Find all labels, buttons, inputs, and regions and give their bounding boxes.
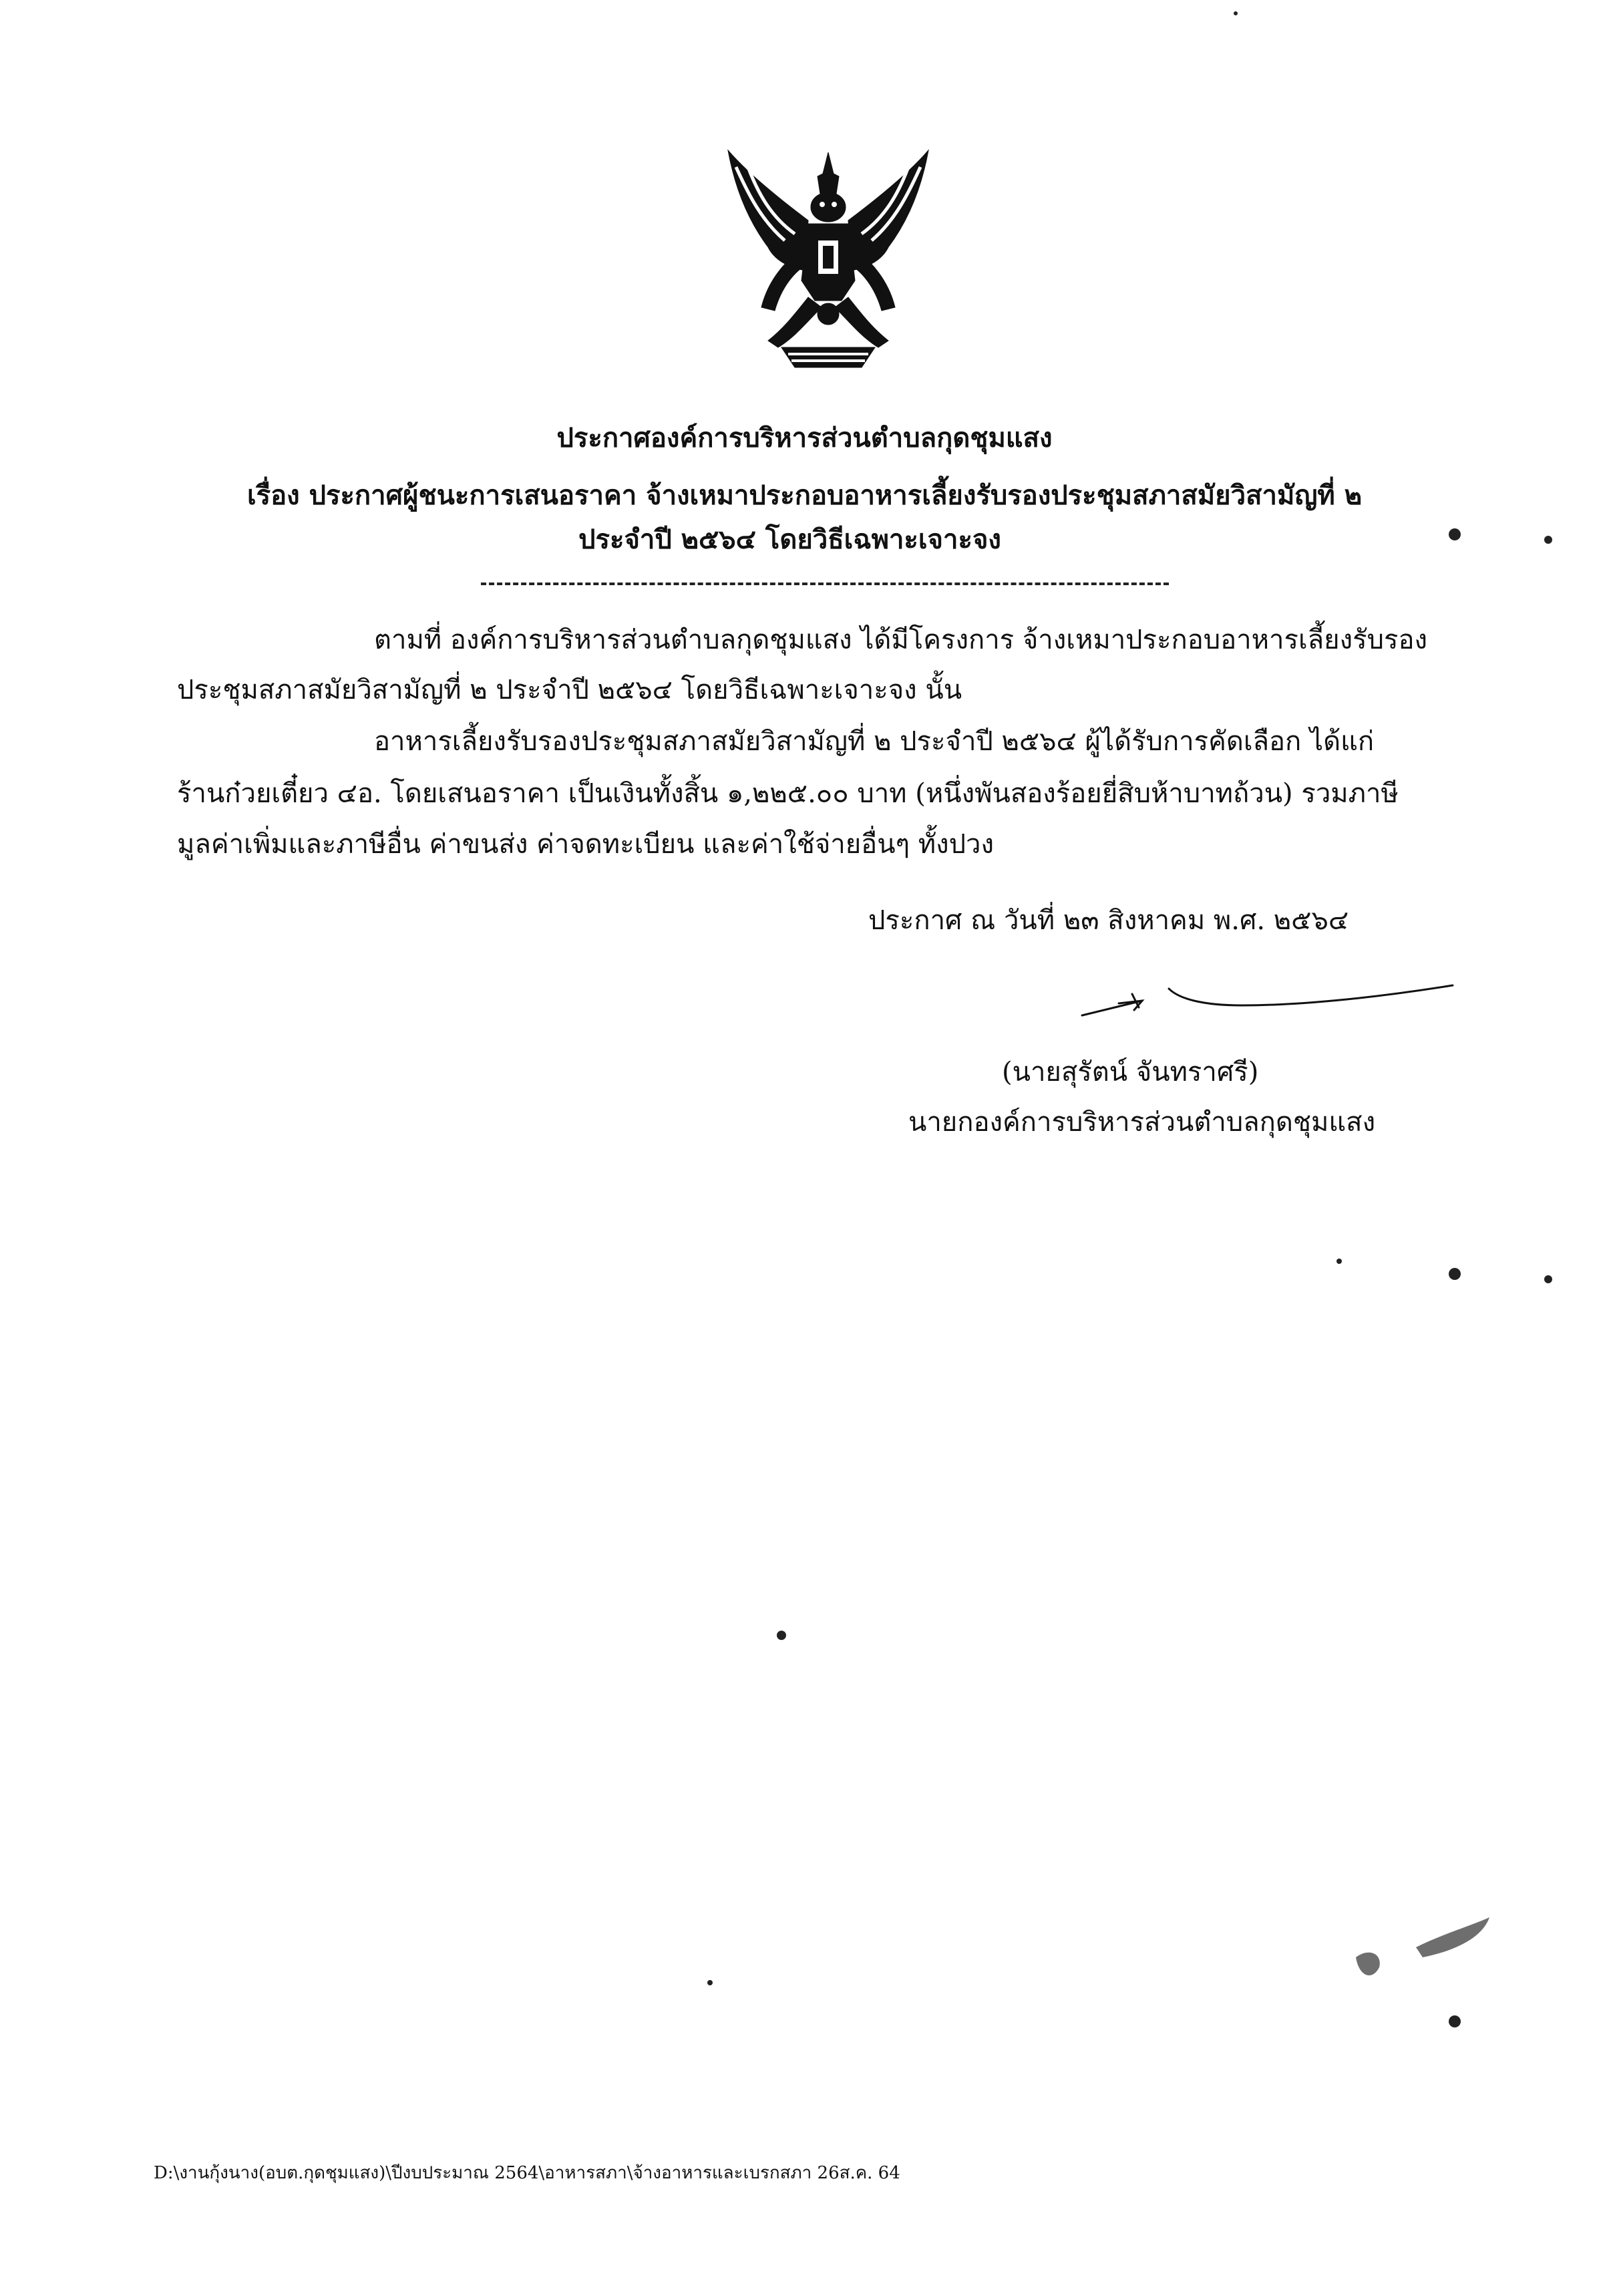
announcement-subject-continued: ประจำปี ๒๕๖๔ โดยวิธีเฉพาะเจาะจง xyxy=(578,524,1001,555)
signatory-name: (นายสุรัตน์ จันทราศรี) xyxy=(1002,1057,1259,1088)
handwritten-signature-icon xyxy=(1069,969,1463,1035)
paragraph-2-line-2: ร้านก๋วยเตี๋ยว ๔อ. โดยเสนอราคา เป็นเงินทั้งสิ้น ๑,๒๒๕.๐๐ บาท (หนึ่งพันสองร้อยยี่สิบห้าบาทถ้วน) รวมภาษี xyxy=(177,778,1399,809)
file-path-footer: D:\งานกุ้งนาง(อบต.กุดชุมแสง)\ปีงบประมาณ 2564\อาหารสภา\จ้างอาหารและเบรกสภา 26ส.ค. 64 xyxy=(154,2163,900,2183)
paragraph-2-line-1: อาหารเลี้ยงรับรองประชุมสภาสมัยวิสามัญที่ ๒ ประจำปี ๒๕๖๔ ผู้ได้รับการคัดเลือก ได้แก่ xyxy=(374,726,1375,757)
paragraph-1-line-2: ประชุมสภาสมัยวิสามัญที่ ๒ ประจำปี ๒๕๖๔ โดยวิธีเฉพาะเจาะจง นั้น xyxy=(177,675,962,705)
paragraph-1-line-1: ตามที่ องค์การบริหารส่วนตำบลกุดชุมแสง ได้มีโครงการ จ้างเหมาประกอบอาหารเลี้ยงรับรอง xyxy=(374,625,1428,655)
dashed-divider xyxy=(481,583,1169,585)
announcement-date: ประกาศ ณ วันที่ ๒๓ สิงหาคม พ.ศ. ๒๕๖๔ xyxy=(868,905,1349,936)
garuda-emblem-icon xyxy=(721,147,935,374)
signatory-position: นายกองค์การบริหารส่วนตำบลกุดชุมแสง xyxy=(908,1107,1376,1138)
announcement-subject: เรื่อง ประกาศผู้ชนะการเสนอราคา จ้างเหมาประกอบอาหารเลี้ยงรับรองประชุมสภาสมัยวิสามัญที่ ๒ xyxy=(246,480,1363,511)
announcement-title: ประกาศองค์การบริหารส่วนตำบลกุดชุมแสง xyxy=(556,422,1053,454)
paragraph-2-line-3: มูลค่าเพิ่มและภาษีอื่น ค่าขนส่ง ค่าจดทะเบียน และค่าใช้จ่ายอื่นๆ ทั้งปวง xyxy=(177,829,995,860)
